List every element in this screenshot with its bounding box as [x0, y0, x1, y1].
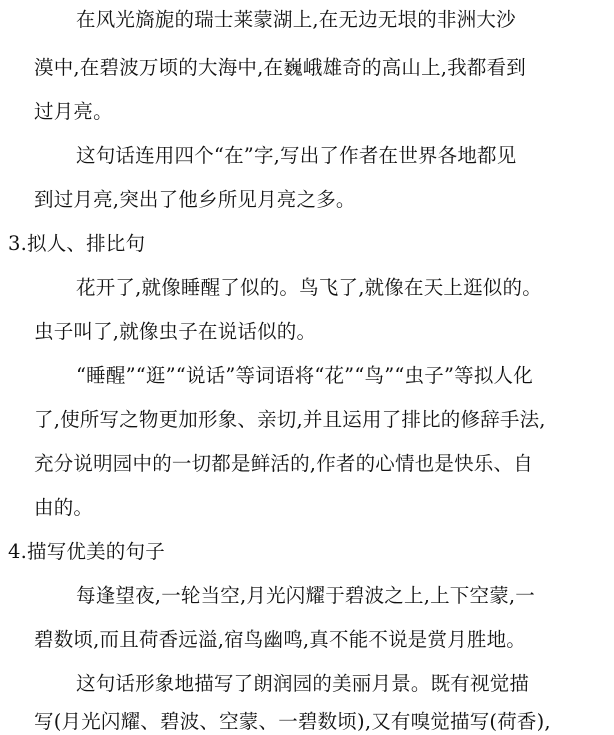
analysis-line: 到过月亮,突出了他乡所见月亮之多。 [34, 188, 356, 211]
example-line: 过月亮。 [34, 100, 113, 123]
analysis-line: 写(月光闪耀、碧波、空蒙、一碧数顷),又有嗅觉描写(荷香), [34, 710, 551, 733]
section-heading: 3.拟人、排比句 [8, 232, 146, 255]
analysis-line: 充分说明园中的一切都是鲜活的,作者的心情也是快乐、自 [34, 452, 533, 475]
example-line: 碧数顷,而且荷香远溢,宿鸟幽鸣,真不能不说是赏月胜地。 [34, 628, 526, 651]
section-heading: 4.描写优美的句子 [8, 540, 165, 563]
example-line: 漠中,在碧波万顷的大海中,在巍峨雄奇的高山上,我都看到 [34, 56, 526, 79]
analysis-line: 这句话连用四个“在”字,写出了作者在世界各地都见 [76, 144, 517, 167]
analysis-line: 这句话形象地描写了朗润园的美丽月景。既有视觉描 [76, 672, 530, 695]
analysis-line: 由的。 [34, 496, 94, 519]
example-line: 虫子叫了,就像虫子在说话似的。 [34, 320, 317, 343]
example-line: 每逢望夜,一轮当空,月光闪耀于碧波之上,上下空蒙,一 [76, 584, 535, 607]
example-line: 在风光旖旎的瑞士莱蒙湖上,在无边无垠的非洲大沙 [76, 8, 516, 31]
analysis-line: “睡醒”“逛”“说话”等词语将“花”“鸟”“虫子”等拟人化 [76, 364, 533, 387]
analysis-line: 了,使所写之物更加形象、亲切,并且运用了排比的修辞手法, [34, 408, 546, 431]
example-line: 花开了,就像睡醒了似的。鸟飞了,就像在天上逛似的。 [76, 276, 542, 299]
